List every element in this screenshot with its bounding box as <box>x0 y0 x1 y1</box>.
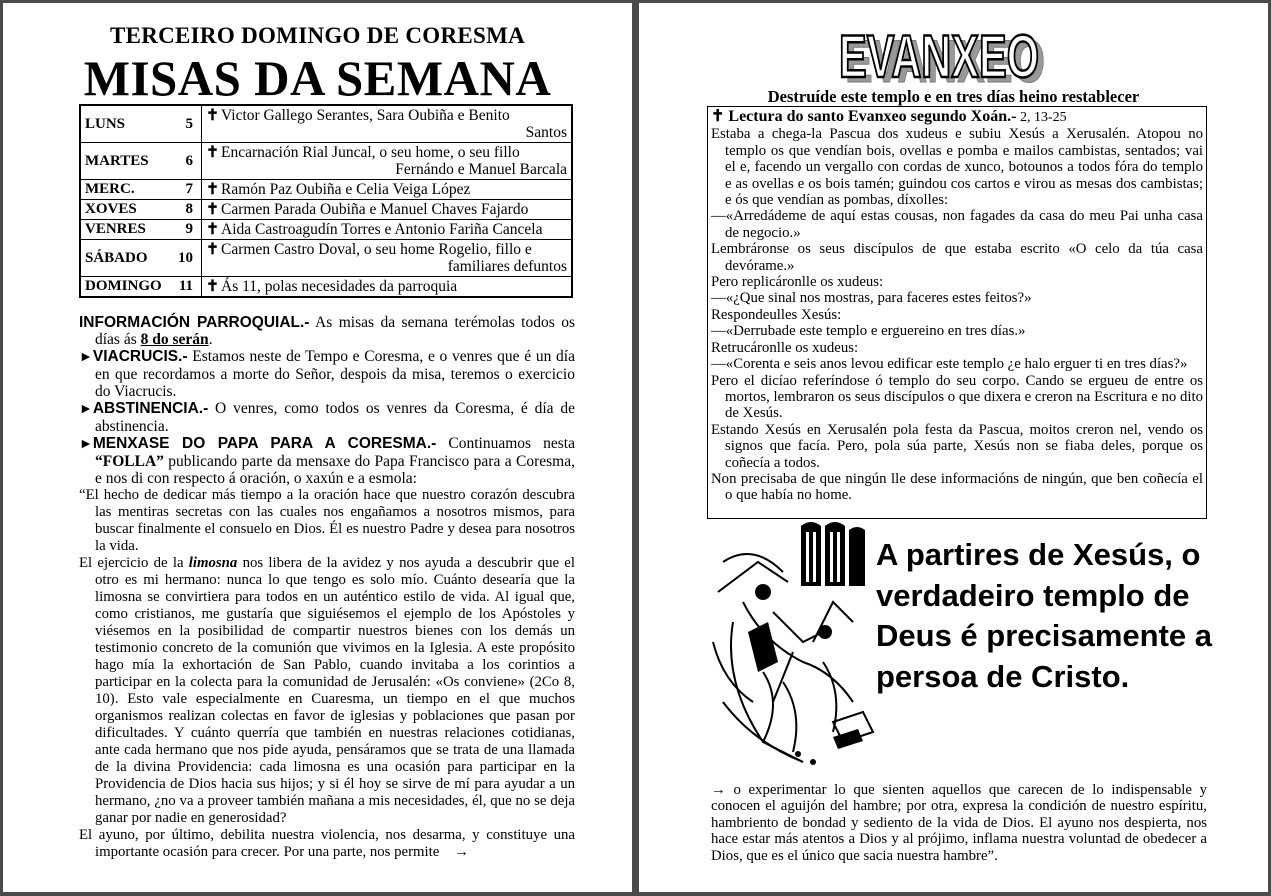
gospel-paragraph: —«Derrubade este templo e erguereino en tres días.» <box>711 323 1026 340</box>
cross-icon: ✝ <box>206 201 219 218</box>
cross-icon: ✝ <box>206 144 219 161</box>
para2-b: nos libera de la avidez y nos ayuda a descubrir que el otro es mi hermano: nunca lo que tengo es solo mío. Cuánto desearía que la limosna se convirtiera para todos en un auténtico estilo de vida. Al igual que, como cristianos, me gustaría que siguiésemos el ejemplo de los Apóstoles y viésemos en la posibilidad de compartir nuestros bienes con los demás un testimonio concreto de la comunión que vivimos en la Iglesia. A este propósito hago mía la exhortación de San Pablo, cuando invitaba a los corintios a participar en la colecta para la comunidad de Jerusalén: «Os conviene» (2Co 8, 10). Esto vale especialmente en Cuaresma, un tiempo en el que muchos organismos realizan colectas en favor de iglesias y poblaciones que pasan por dificultades. Y cuánto querría que también en nuestras relaciones cotidianas, ante cada hermano que nos pide ayuda, pensáramos que se trata de una llamada de la divina Providencia: cada limosna es una ocasión para participar en la Providencia de Dios hacia sus hijos; y si él hoy se sirve de mí para ayudar a un hermano, ¿no va a proveer también mañana a mis necesidades, él, que no se deja ganar por nadie en generosidad? <box>95 555 575 826</box>
message-para-2 <box>79 555 575 827</box>
gospel-body <box>711 126 1203 503</box>
mass-intention-line: Aida Castroagudín Torres e Antonio Fariña Cancela <box>221 221 543 238</box>
mass-day-number: 10 <box>178 249 193 266</box>
mass-intention-line: Ramón Paz Oubiña e Celia Veiga López <box>221 181 471 198</box>
mass-day <box>80 240 202 277</box>
masses-table <box>79 104 573 298</box>
pointer-icon: ► <box>79 350 93 365</box>
mass-intention <box>202 143 573 180</box>
mass-row <box>80 180 572 200</box>
info-label: INFORMACIÓN PARROQUIAL.- <box>79 314 310 331</box>
svg-text:EVANXEO: EVANXEO <box>839 23 1039 85</box>
mass-day <box>80 200 202 220</box>
mass-intention-line: Ás 11, polas necesidades da parroquia <box>221 278 458 295</box>
mass-row <box>80 143 572 180</box>
continue-arrow-icon: → <box>454 844 469 860</box>
viacrucis-text: Estamos neste de Tempo e Coresma, e o venres que é un día en que recordamos a morte do Señor, despois da misa, teremos o exercicio do Viacrucis. <box>95 348 575 400</box>
cleansing-temple-illustration <box>703 522 881 778</box>
mensaxe-text1: Continuamos nesta <box>436 435 575 452</box>
info-text: As misas da semana terémolas todos os días ás <box>95 314 575 348</box>
para3-text: El ayuno, por último, debilita nuestra violencia, nos desarma, y constituye una importante ocasión para crecer. Por una parte, nos permite <box>79 827 575 860</box>
pointer-icon: ► <box>79 437 93 452</box>
mass-day <box>80 105 202 143</box>
mass-day-name: DOMINGO <box>85 278 162 294</box>
mass-intention <box>202 180 573 200</box>
message-para-3 <box>79 827 575 861</box>
mensaxe-paragraph <box>79 435 575 487</box>
mass-day <box>80 143 202 180</box>
mass-intention <box>202 200 573 220</box>
gospel-paragraph: —«Corenta e seis anos levou edificar este templo ¿e halo erguer ti en tres días?» <box>711 356 1188 373</box>
left-subtitle: TERCEIRO DOMINGO DE CORESMA <box>109 23 526 48</box>
cross-icon: ✝ <box>711 108 725 125</box>
cross-icon: ✝ <box>206 241 219 258</box>
abstinencia-paragraph <box>79 400 575 435</box>
quote-text: A partires de Xesús, o verdadeiro templo de Deus é precisamente a persoa de Cristo. <box>876 537 1213 694</box>
mensaxe-folla: “FOLLA” <box>95 453 164 470</box>
gospel-title: Lectura do santo Evanxeo segundo Xoán.- <box>728 108 1017 125</box>
svg-text:EVANXEO: EVANXEO <box>845 28 1045 85</box>
mass-day-name: XOVES <box>85 201 137 217</box>
left-page <box>3 3 632 892</box>
viacrucis-paragraph <box>79 348 575 400</box>
mass-intention <box>202 240 573 277</box>
cross-icon: ✝ <box>206 107 219 124</box>
mass-day-name: MERC. <box>85 181 135 197</box>
gospel-paragraph: Pero el dicíao referíndose ó templo do seu corpo. Cando se ergueu de entre os mortos, lembraron os seus discípulos o que dixera e creron na Escritura e no dito de Xesús. <box>711 372 1203 422</box>
mass-day-number: 11 <box>178 278 193 294</box>
mensaxe-text2: publicando parte da mensaxe do Papa Francisco para a Coresma, e nos di con respecto á oración, o xaxún e a esmola: <box>95 453 575 487</box>
mass-day-number: 9 <box>185 221 193 237</box>
gospel-paragraph: —«¿Que sinal nos mostras, para faceres estes feitos?» <box>711 290 1032 307</box>
mass-day-name: SÁBADO <box>85 249 148 266</box>
mass-row <box>80 105 572 143</box>
mass-row <box>80 220 572 240</box>
mass-day <box>80 220 202 240</box>
mass-day-number: 8 <box>185 201 193 217</box>
mass-day-name: VENRES <box>85 221 146 237</box>
gospel-paragraph: Respondeulles Xesús: <box>711 306 842 323</box>
mass-day <box>80 180 202 200</box>
gospel-paragraph: Non precisaba de que ningún lle dese informacións de ningún, que ben coñecía el o que había no home. <box>711 470 1203 504</box>
mass-intention-line: Carmen Parada Oubiña e Manuel Chaves Fajardo <box>221 201 529 218</box>
message-para-1: “El hecho de dedicar más tiempo a la oración hace que nuestro corazón descubra las mentiras secretas con las cuales nos engañamos a nosotros mismos, para buscar finalmente el consuelo en Dios. Él es nuestro Padre y desea para nosotros la vida. <box>79 487 575 554</box>
gospel-box <box>707 106 1207 519</box>
info-paragraph <box>79 314 575 348</box>
mass-day-number: 6 <box>185 152 193 169</box>
mass-intention <box>202 105 573 143</box>
mass-day-name: LUNS <box>85 115 126 132</box>
info-hour: 8 do serán <box>140 331 209 348</box>
gospel-paragraph: Retrucáronlle os xudeus: <box>711 339 859 356</box>
para2-em: limosna <box>188 555 238 571</box>
mass-intention-line: Encarnación Rial Juncal, o seu home, o seu fillo <box>221 144 520 161</box>
mass-row <box>80 277 572 298</box>
mensaxe-label: MENXASE DO PAPA PARA A CORESMA.- <box>92 435 437 452</box>
gospel-ref: 2, 13-25 <box>1016 110 1067 125</box>
mass-intention-line-2: familiares defuntos <box>447 258 567 275</box>
cross-icon: ✝ <box>206 221 219 238</box>
mass-intention-line: Victor Gallego Serantes, Sara Oubiña e Benito <box>221 107 510 124</box>
mass-intention-line-2: Santos <box>525 124 567 141</box>
mass-day-name: MARTES <box>85 152 149 169</box>
mass-row <box>80 240 572 277</box>
right-page <box>639 3 1268 892</box>
mass-day <box>80 277 202 298</box>
gospel-paragraph: Lembráronse os seus discípulos de que estaba escrito «O celo da túa casa devórame.» <box>711 241 1203 274</box>
mass-day-number: 7 <box>185 181 193 197</box>
continuation-text: → o experimentar lo que sienten aquellos que carecen de lo indispensable y conocen el aguijón del hambre; por otra, expresa la condición de nuestro espíritu, hambriento de bondad y sediento de la vida de Dios. El ayuno nos despierta, nos hace estar más atentos a Dios y al prójimo, inflama nuestra voluntad de obedecer a Dios, que es el único que sacia nuestra hambre”. <box>711 782 1207 864</box>
pointer-icon: ► <box>79 402 93 417</box>
para2-a: El ejercicio de la <box>79 555 189 571</box>
mass-intention-line-2: Fernándo e Manuel Barcala <box>395 161 567 178</box>
evanxeo-logo <box>833 23 1047 85</box>
left-title: MISAS DA SEMANA <box>83 50 552 106</box>
info-end: . <box>208 331 213 348</box>
cross-icon: ✝ <box>206 181 219 198</box>
gospel-paragraph: Estaba a chega-la Pascua dos xudeus e subiu Xesús a Xerusalén. Atopou no templo os que vendían bois, ovellas e pomba e mailos cambistas, sentados; vai el e, facendo un vergallo con cordas de xunco, botounos a todos fóra do templo e as ovellas e os bois tamén; guindou cos cartos e virou as mesas dos cambistas; e ós que vendían as pombas, díxolles: <box>711 126 1203 209</box>
mass-intention <box>202 277 573 298</box>
abstinencia-text: O venres, como todos os venres da Coresma, é día de abstinencia. <box>95 400 575 435</box>
mass-row <box>80 200 572 220</box>
info-block <box>79 314 575 861</box>
abstinencia-label: ABSTINENCIA.- <box>92 400 209 417</box>
viacrucis-label: VIACRUCIS.- <box>92 348 188 365</box>
gospel-paragraph: —«Arredádeme de aquí estas cousas, non fagades da casa do meu Pai unha casa de negocio.» <box>711 208 1203 241</box>
mass-intention <box>202 220 573 240</box>
mass-intention-line: Carmen Castro Doval, o seu home Rogelio, fillo e <box>221 241 532 258</box>
right-subtitle: Destruíde este templo e en tres días heino restablecer <box>767 87 1140 106</box>
gospel-heading <box>711 109 1203 126</box>
cross-icon: ✝ <box>206 278 219 295</box>
gospel-paragraph: Estando Xesús en Xerusalén pola festa da Pascua, moitos creron nel, vendo os signos que facía. Pero, pola súa parte, Xesús non se fiaba deles, porque os coñecía a todos. <box>711 421 1203 471</box>
gospel-paragraph: Pero replicáronlle os xudeus: <box>711 274 884 291</box>
mass-day-number: 5 <box>185 115 193 132</box>
